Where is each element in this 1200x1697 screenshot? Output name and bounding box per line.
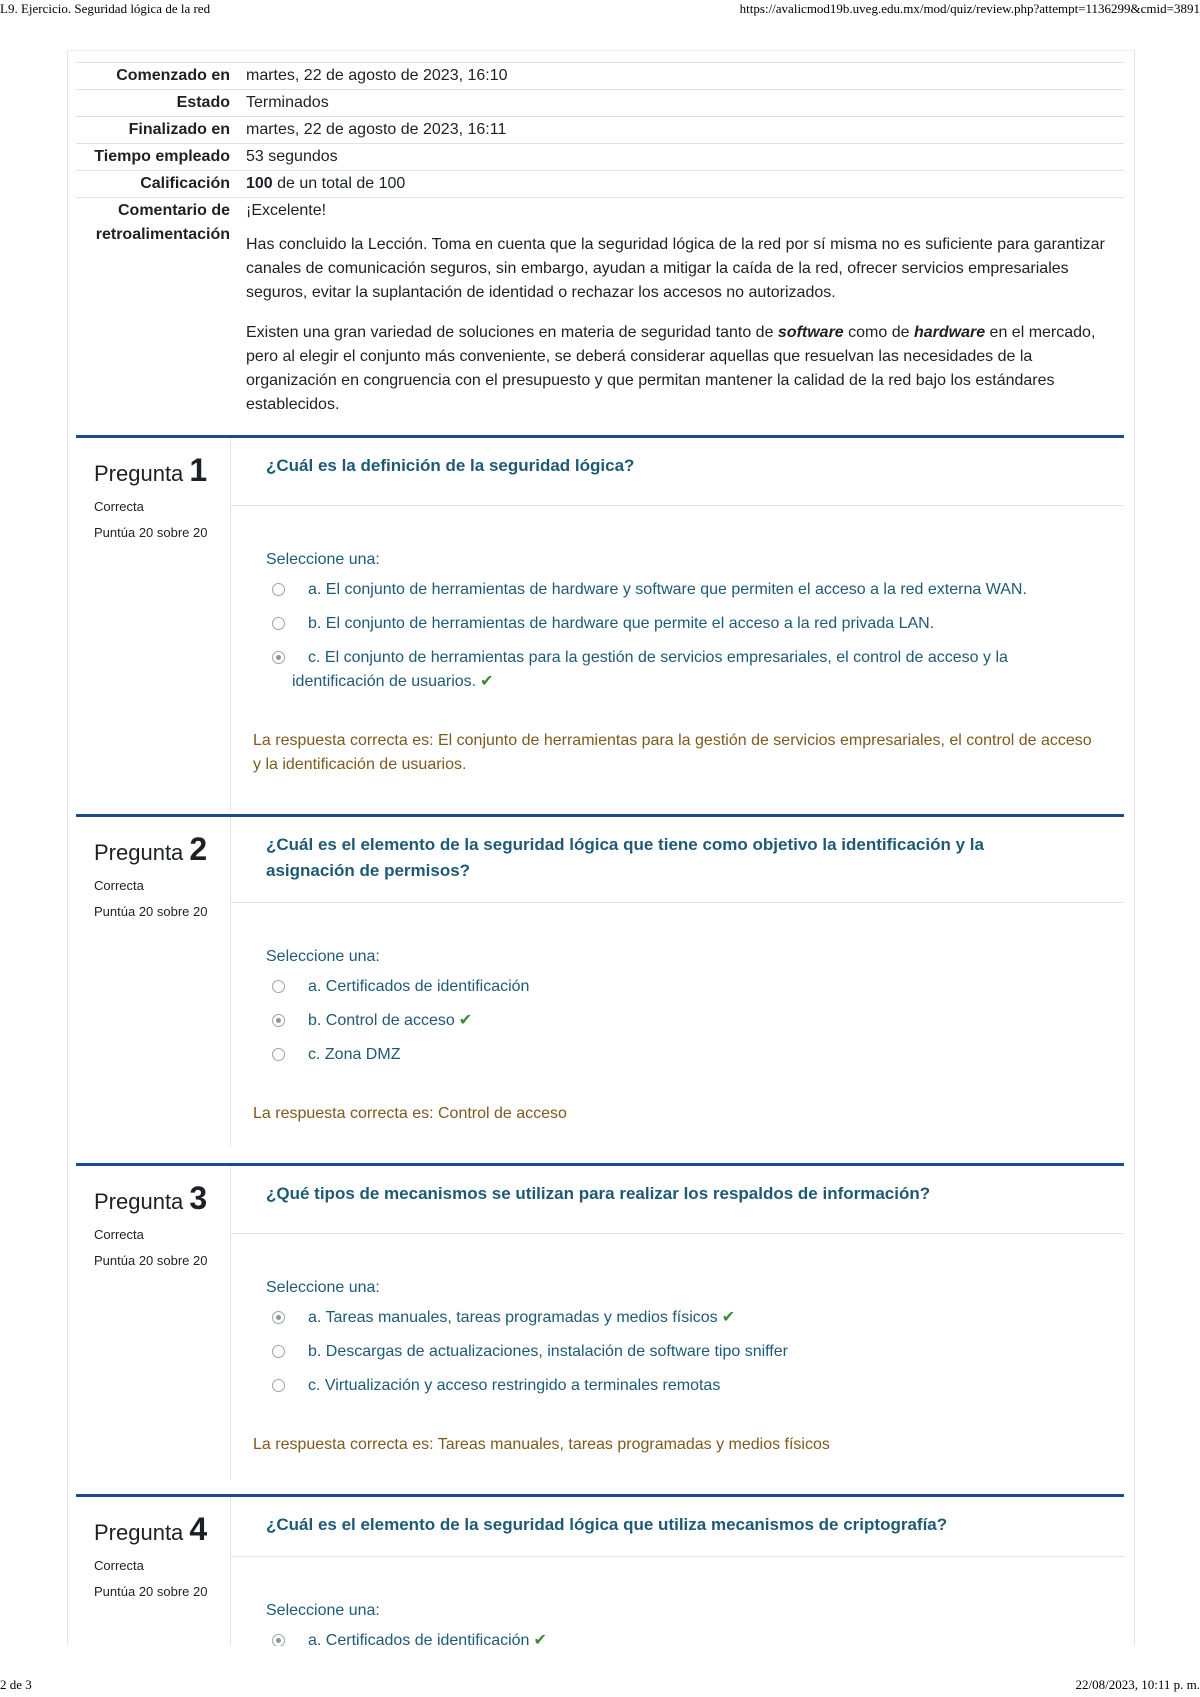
radio-button[interactable] — [272, 583, 285, 596]
emphasis-software: software — [777, 324, 844, 341]
question-separator — [231, 1556, 1124, 1557]
question-info-border — [230, 1166, 231, 1479]
answer-option-a[interactable]: a. Tareas manuales, tareas programadas y medios físicos ✔ — [266, 1306, 1084, 1330]
summary-row-finished — [76, 116, 1124, 143]
feedback-label-line1: Comentario de — [117, 202, 230, 219]
radio-button-selected[interactable] — [272, 1014, 285, 1027]
answer-prompt: Seleccione una: — [266, 551, 380, 568]
summary-row-started — [76, 62, 1124, 89]
answer-prompt: Seleccione una: — [266, 948, 380, 965]
answer-option-a[interactable]: a. El conjunto de herramientas de hardware y software que permiten el acceso a la red externa WAN. — [266, 578, 1084, 602]
summary-row-time — [76, 143, 1124, 170]
check-icon: ✔ — [721, 1309, 736, 1326]
question-info — [76, 1166, 230, 1271]
print-footer — [0, 1675, 1200, 1697]
summary-row-grade — [76, 170, 1124, 197]
summary-value: 53 segundos — [246, 148, 338, 165]
check-icon: ✔ — [480, 673, 494, 690]
answer-option-a[interactable]: a. Certificados de identificación — [266, 975, 1084, 999]
question-info-border — [230, 1497, 231, 1646]
question-grade: Puntúa 20 sobre 20 — [94, 525, 208, 540]
summary-label: Finalizado en — [128, 121, 230, 138]
summary-value: martes, 22 de agosto de 2023, 16:11 — [246, 121, 507, 138]
answer-option-c[interactable]: c. Virtualización y acceso restringido a terminales remotas — [266, 1374, 1084, 1398]
summary-value: Terminados — [246, 94, 329, 111]
print-header-url: https://avalicmod19b.uveg.edu.mx/mod/quiz/review.php?attempt=1136299&cmid=3891 — [739, 1, 1200, 16]
emphasis-hardware: hardware — [913, 324, 986, 341]
question-grade: Puntúa 20 sobre 20 — [94, 1584, 208, 1599]
radio-button-selected[interactable] — [272, 651, 285, 664]
question-number: Pregunta 2 — [94, 831, 208, 867]
question-divider — [76, 814, 1124, 817]
radio-button[interactable] — [272, 1048, 285, 1061]
summary-label: Comenzado en — [116, 67, 230, 84]
feedback-label-line2: retroalimentación — [95, 226, 230, 243]
summary-row-feedback — [76, 197, 1124, 434]
question-info — [76, 817, 230, 922]
feedback-text — [246, 199, 1124, 433]
question-state: Correcta — [94, 499, 144, 514]
question-separator — [231, 902, 1124, 903]
feedback-paragraph-2: Existen una gran variedad de soluciones en materia de seguridad tanto de software como de hardware en el mercado, pero al elegir el conjunto más conveniente, se deberá considerar aquellas que resuelvan las necesidades de la organización en congruencia con el presupuesto y que permitan mantener la calidad de la red bajo los estándares establecidos. — [246, 324, 1096, 413]
answer-option-b[interactable]: b. Control de acceso ✔ — [266, 1009, 1084, 1033]
question-grade: Puntúa 20 sobre 20 — [94, 904, 208, 919]
attempt-summary-table — [76, 62, 1124, 434]
question-2 — [76, 814, 1124, 1164]
summary-label — [76, 199, 246, 433]
question-text: ¿Cuál es el elemento de la seguridad lógica que tiene como objetivo la identificación y la asignación de permisos? — [266, 835, 984, 880]
answer-prompt: Seleccione una: — [266, 1602, 380, 1619]
question-divider — [76, 1163, 1124, 1166]
grade-rest: de un total de 100 — [272, 175, 406, 192]
check-icon: ✔ — [458, 1012, 473, 1029]
radio-button[interactable] — [272, 980, 285, 993]
question-state: Correcta — [94, 878, 144, 893]
summary-label: Calificación — [140, 175, 230, 192]
answer-option-b[interactable]: b. Descargas de actualizaciones, instalación de software tipo sniffer — [266, 1340, 1084, 1364]
radio-button-selected[interactable] — [272, 1311, 285, 1324]
right-answer: La respuesta correcta es: Tareas manuales, tareas programadas y medios físicos — [253, 1436, 830, 1453]
question-info-border — [230, 817, 231, 1147]
summary-row-state — [76, 89, 1124, 116]
print-header-title: L9. Ejercicio. Seguridad lógica de la red — [0, 1, 211, 16]
question-number: Pregunta 3 — [94, 1180, 208, 1216]
question-info-border — [230, 438, 231, 810]
question-number: Pregunta 4 — [94, 1511, 208, 1547]
question-text: ¿Cuál es el elemento de la seguridad lógica que utiliza mecanismos de criptografía? — [266, 1515, 948, 1534]
summary-value — [246, 172, 1124, 196]
question-3 — [76, 1163, 1124, 1493]
question-text: ¿Cuál es la definición de la seguridad lógica? — [266, 456, 635, 475]
summary-label: Tiempo empleado — [94, 148, 230, 165]
question-number: Pregunta 1 — [94, 452, 208, 488]
question-text: ¿Qué tipos de mecanismos se utilizan para realizar los respaldos de información? — [266, 1184, 931, 1203]
question-info — [76, 1497, 230, 1602]
summary-value: martes, 22 de agosto de 2023, 16:10 — [246, 67, 508, 84]
question-divider — [76, 1494, 1124, 1497]
answer-prompt: Seleccione una: — [266, 1279, 380, 1296]
answer-option-c[interactable]: c. Zona DMZ — [266, 1043, 1084, 1067]
radio-button[interactable] — [272, 1345, 285, 1358]
print-footer-date: 22/08/2023, 10:11 p. m. — [1075, 1677, 1200, 1692]
check-icon: ✔ — [533, 1632, 547, 1646]
question-grade: Puntúa 20 sobre 20 — [94, 1253, 208, 1268]
grade-score: 100 — [246, 175, 273, 192]
answer-option-b[interactable]: b. El conjunto de herramientas de hardware que permite el acceso a la red privada LAN. — [266, 612, 1084, 636]
question-separator — [231, 1233, 1124, 1234]
answer-option-a[interactable]: a. Certificados de identificación ✔ — [266, 1629, 1084, 1646]
radio-button-selected[interactable] — [272, 1634, 285, 1646]
question-1 — [76, 435, 1124, 810]
question-divider — [76, 435, 1124, 438]
right-answer: La respuesta correcta es: El conjunto de herramientas para la gestión de servicios empresariales, el control de acceso y la identificación de usuarios. — [253, 732, 1092, 773]
feedback-intro: ¡Excelente! — [246, 202, 327, 219]
feedback-paragraph-1: Has concluido la Lección. Toma en cuenta que la seguridad lógica de la red por sí misma no es suficiente para garantizar canales de comunicación seguros, sin embargo, ayudan a mitigar la caída de la red, ofrecer servicios empresariales seguros, evitar la suplantación de identidad o rechazar los accesos no autorizados. — [246, 236, 1105, 301]
question-separator — [231, 505, 1124, 506]
question-info — [76, 438, 230, 543]
summary-label: Estado — [176, 94, 230, 111]
answer-option-c[interactable]: c. El conjunto de herramientas para la gestión de servicios empresariales, el control de acceso y la identificación de usuarios. ✔ — [266, 646, 1084, 694]
question-state: Correcta — [94, 1558, 144, 1573]
question-4 — [76, 1494, 1124, 1646]
radio-button[interactable] — [272, 1379, 285, 1392]
right-answer: La respuesta correcta es: Control de acceso — [253, 1105, 567, 1122]
question-state: Correcta — [94, 1227, 144, 1242]
print-footer-page: 2 de 3 — [0, 1677, 32, 1692]
radio-button[interactable] — [272, 617, 285, 630]
